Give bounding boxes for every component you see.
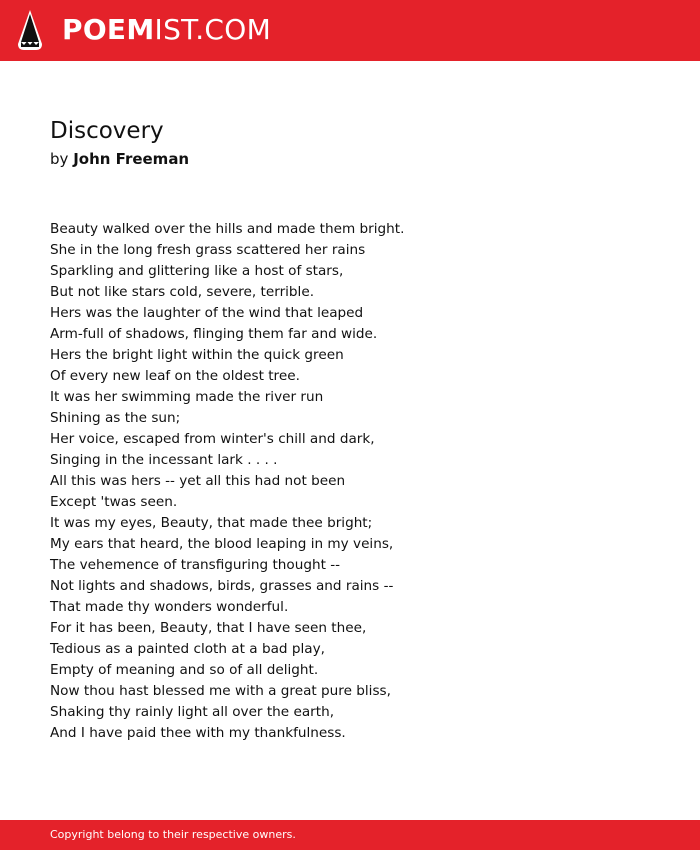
poem-line: My ears that heard, the blood leaping in my veins, bbox=[50, 536, 394, 552]
site-footer bbox=[0, 820, 700, 850]
byline-prefix: by bbox=[50, 150, 69, 168]
poem-line: Hers was the laughter of the wind that leaped bbox=[50, 305, 364, 321]
poem-line: Tedious as a painted cloth at a bad play, bbox=[50, 641, 325, 657]
poem-line: Arm-full of shadows, flinging them far and wide. bbox=[50, 326, 378, 342]
poem-line: Singing in the incessant lark . . . . bbox=[50, 452, 278, 468]
poem-title: Discovery bbox=[50, 118, 164, 144]
poem-line: All this was hers -- yet all this had not been bbox=[50, 473, 346, 489]
logo-bold-text: POEM bbox=[62, 13, 155, 46]
poem-line: Hers the bright light within the quick green bbox=[50, 347, 344, 363]
poem-line: But not like stars cold, severe, terrible. bbox=[50, 284, 315, 300]
poem-line: Her voice, escaped from winter's chill and dark, bbox=[50, 431, 375, 447]
poem-line: Shaking thy rainly light all over the earth, bbox=[50, 704, 335, 720]
pen-nib-icon[interactable] bbox=[18, 10, 42, 52]
poem-line: And I have paid thee with my thankfulness. bbox=[50, 725, 346, 741]
poem-line: For it has been, Beauty, that I have seen thee, bbox=[50, 620, 367, 636]
poem-line: Beauty walked over the hills and made them bright. bbox=[50, 221, 405, 237]
poem-line: Sparkling and glittering like a host of stars, bbox=[50, 263, 344, 279]
copyright-notice: Copyright belong to their respective owners. bbox=[50, 828, 296, 841]
site-logo[interactable] bbox=[62, 13, 271, 47]
poem-line: Not lights and shadows, birds, grasses and rains -- bbox=[50, 578, 394, 594]
author-name: John Freeman bbox=[73, 150, 190, 168]
logo-light-text: IST.COM bbox=[154, 13, 272, 46]
poem-body bbox=[50, 219, 670, 744]
poem-line: Empty of meaning and so of all delight. bbox=[50, 662, 319, 678]
poem-line: Of every new leaf on the oldest tree. bbox=[50, 368, 300, 384]
byline bbox=[50, 149, 189, 169]
poem-line: Except 'twas seen. bbox=[50, 494, 178, 510]
poem-line: The vehemence of transfiguring thought -- bbox=[50, 557, 341, 573]
poem-line: She in the long fresh grass scattered her rains bbox=[50, 242, 366, 258]
poem-line: It was her swimming made the river run bbox=[50, 389, 324, 405]
poem-line: Shining as the sun; bbox=[50, 410, 181, 426]
poem-line: That made thy wonders wonderful. bbox=[50, 599, 289, 615]
poem-line: It was my eyes, Beauty, that made thee bright; bbox=[50, 515, 373, 531]
site-header bbox=[0, 0, 700, 61]
poem-line: Now thou hast blessed me with a great pure bliss, bbox=[50, 683, 391, 699]
